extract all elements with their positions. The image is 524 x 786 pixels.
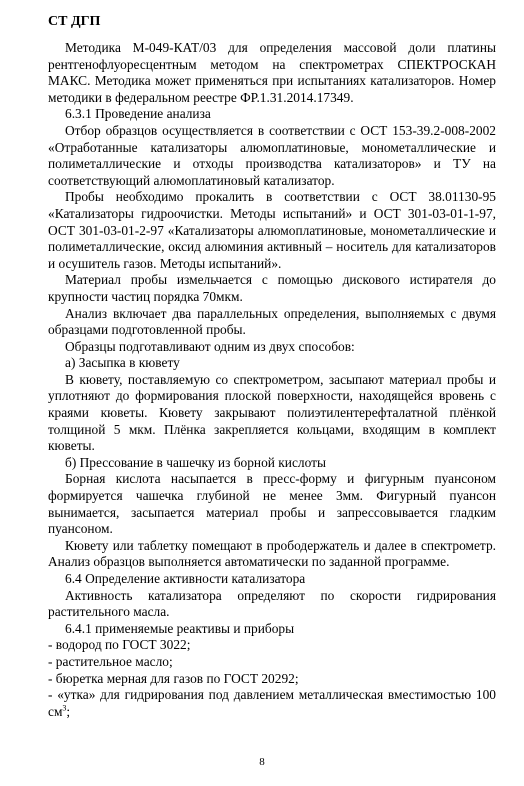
superscript: 3 <box>62 703 67 713</box>
paragraph: Отбор образцов осуществляется в соответствии с ОСТ 153-39.2-008-2002 «Отработанные катализаторы алюмоплатиновые, монометаллические и полиметаллические и отходы производства катализаторов» и ТУ на соответствующий алюмоплатиновый катализатор. <box>48 122 496 188</box>
section-heading: 6.4.1 применяемые реактивы и приборы <box>65 620 295 636</box>
list-item: - водород по ГОСТ 3022; <box>48 637 191 653</box>
list-item: - растительное масло; <box>48 653 173 669</box>
list-item-text: - «утка» для гидрирования под давлением металлическая вместимостью 100 см <box>48 687 496 719</box>
paragraph: Образцы подготавливают одним из двух способов: <box>65 338 355 354</box>
section-heading: 6.3.1 Проведение анализа <box>65 106 211 122</box>
subheading: а) Засыпка в кювету <box>65 355 180 371</box>
paragraph: Материал пробы измельчается с помощью дискового истирателя до крупности частиц порядка 70мкм. <box>48 272 496 304</box>
document-heading: СТ ДГП <box>48 14 101 29</box>
list-item: - бюретка мерная для газов по ГОСТ 20292; <box>48 670 299 686</box>
paragraph: В кювету, поставляемую со спектрометром, засыпают материал пробы и уплотняют до формирования плоской поверхности, находящейся вровень с краями кюветы. Кювету закрывают полиэтилентерефталатной плёнкой толщиной 5 мкм. Плёнка закрепляется кольцами, входящим в комплект кюветы. <box>48 371 496 454</box>
paragraph: Пробы необходимо прокалить в соответствии с ОСТ 38.01130-95 «Катализаторы гидроочистки. Методы испытаний» и ОСТ 301-03-01-1-97, ОСТ 301-03-01-2-97 «Катализаторы алюмоплатиновые, монометаллические и полиметаллические, оксид алюминия активный – носитель для катализаторов и осушитель газов. Методы испытаний». <box>48 189 496 271</box>
section-heading: 6.4 Определение активности катализатора <box>65 571 306 586</box>
paragraph: Активность катализатора определяют по скорости гидрирования растительного масла. <box>48 587 496 620</box>
paragraph: Кювету или таблетку помещают в прободержатель и далее в спектрометр. Анализ образцов выполняется автоматически по заданной программе. <box>48 537 496 570</box>
page-number: 8 <box>259 756 265 768</box>
document-body <box>48 40 496 720</box>
list-item <box>48 687 496 720</box>
paragraph: Методика М-049-КАТ/03 для определения массовой доли платины рентгенофлуоресцентным методом на спектрометрах СПЕКТРОСКАН МАКС. Методика может применяться при испытаниях катализаторов. Номер методики в федеральном реестре ФР.1.31.2014.17349. <box>48 40 496 105</box>
paragraph: Борная кислота насыпается в пресс-форму и фигурным пуансоном формируется чашечка глубиной не менее 3мм. Фигурный пуансон вынимается, засыпается материал пробы и запрессовывается гладким пуансоном. <box>48 471 496 537</box>
paragraph: Анализ включает два параллельных определения, выполняемых с двумя образцами подготовленной пробы. <box>48 305 496 338</box>
list-item-tail: ; <box>66 703 71 719</box>
subheading: б) Прессование в чашечку из борной кислоты <box>65 454 326 470</box>
